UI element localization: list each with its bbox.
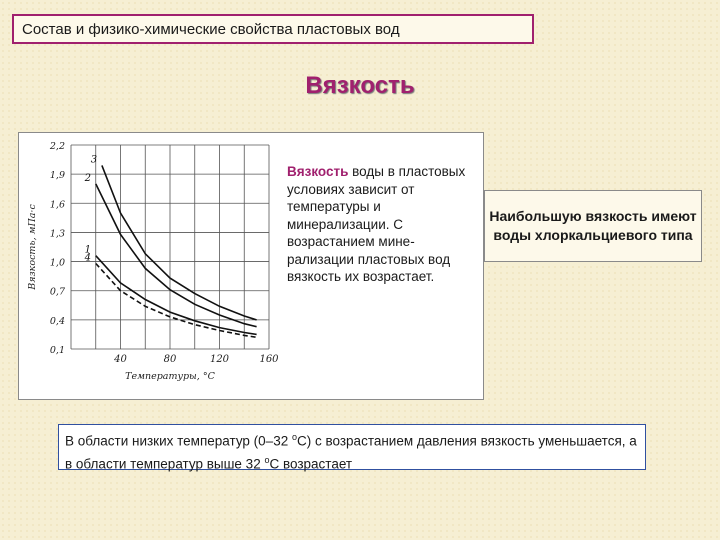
y-tick-label: 1,6: [49, 199, 65, 211]
x-axis-label: Температуры, °С: [125, 371, 215, 382]
x-tick-label: 80: [163, 354, 177, 365]
y-tick-label: 1,3: [49, 228, 65, 240]
y-tick-label: 0,4: [49, 315, 65, 327]
footer-sup1: о: [291, 432, 297, 442]
y-tick-label: 2,2: [49, 141, 65, 152]
footer-part2: С) с возрастанием давления вязкость уменьшается, а в области температур выше 32: [65, 433, 637, 471]
y-tick-label: 1,9: [49, 170, 65, 182]
footer-part1: В области низких температур (0–32: [65, 433, 292, 449]
header-box: [12, 14, 534, 44]
x-tick-label: 40: [114, 354, 127, 365]
series-label-2: 2: [84, 172, 91, 184]
footer-sup2: о: [264, 454, 270, 465]
content-panel: [18, 132, 484, 400]
description-body: воды в пластовых условиях зависит от температуры и минерализации. С возрастанием мине-рализации пластовых вод вязкость их возрастает.: [287, 164, 466, 284]
y-tick-label: 0,1: [49, 345, 65, 356]
series-line-3: [102, 165, 257, 320]
description-text: [287, 163, 479, 286]
header-title: Состав и физико-химические свойства пластовых вод: [22, 21, 400, 38]
series-line-1: [96, 256, 257, 335]
y-axis-label: Вязкость, мПа·с: [27, 204, 38, 290]
chart-svg: [21, 135, 285, 397]
series-line-2: [96, 184, 257, 327]
series-label-1: 1: [84, 244, 91, 256]
x-tick-label: 120: [209, 354, 230, 365]
series-label-3: 3: [90, 154, 98, 166]
footer-note: [58, 424, 646, 470]
page-title: Вязкость: [305, 72, 415, 99]
footer-part3: С возрастает: [269, 456, 353, 471]
series-label-4: 4: [84, 252, 91, 264]
series-line-4: [96, 264, 257, 338]
x-tick-label: 160: [259, 354, 279, 365]
y-tick-label: 0,7: [49, 286, 65, 298]
callout-text: Наибольшую вязкость имеют воды хлоркальциевого типа: [489, 208, 697, 243]
callout-box: [484, 190, 702, 262]
viscosity-chart: [21, 135, 285, 397]
description-keyword: Вязкость: [287, 164, 349, 179]
y-tick-label: 1,0: [49, 257, 65, 269]
